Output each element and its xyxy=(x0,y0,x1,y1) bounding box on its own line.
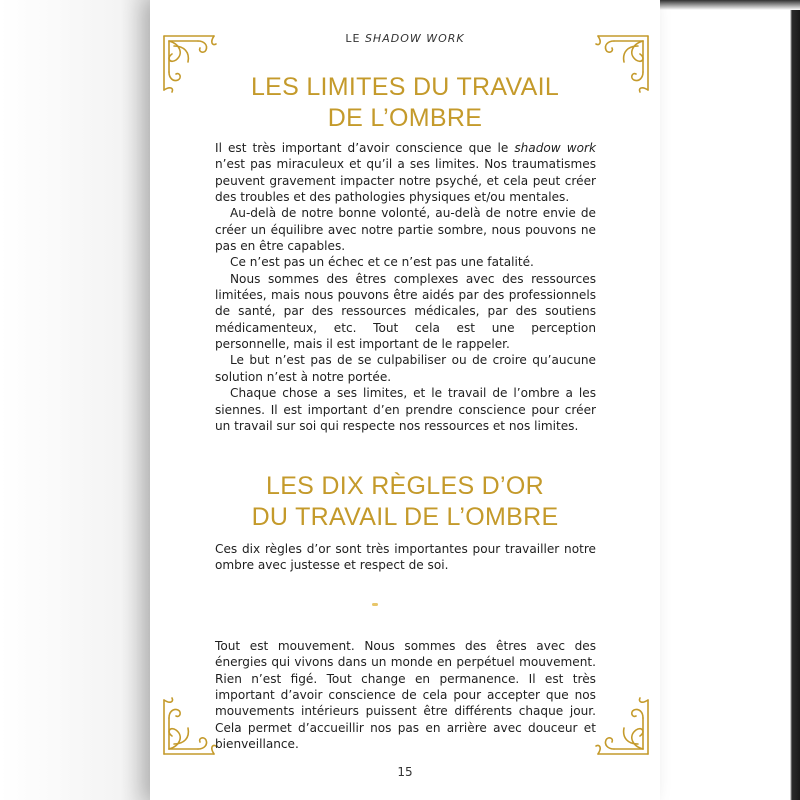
paragraph-text: n’est pas miraculeux et qu’il a ses limites. Nos traumatismes peuvent gravement impacter notre psyché, et cela peut créer des troubles et des pathologies physiques et/ou mentales. xyxy=(215,157,596,205)
paragraph: Nous sommes des êtres complexes avec des ressources limitées, mais nous pouvons être aidés par des professionnels de santé, par des ressources médicales, par des soutiens médicamenteux, etc. Tout cela est une perception personnelle, mais il est important de le rappeler. xyxy=(215,271,596,352)
section-title-line: DE L’OMBRE xyxy=(327,104,483,132)
section-title-limits xyxy=(210,72,600,134)
paragraph: Au-delà de notre bonne volonté, au-delà de notre envie de créer un équilibre avec notre partie sombre, nous pouvons ne pas en être capables. xyxy=(215,206,596,254)
paragraph: Ces dix règles d’or sont très importantes pour travailler notre ombre avec justesse et respect de soi. xyxy=(215,542,596,573)
running-head xyxy=(210,32,600,45)
running-head-title: SHADOW WORK xyxy=(364,32,465,45)
section-body-limits xyxy=(215,140,596,434)
paragraph-italic-term: shadow work xyxy=(514,141,596,155)
paragraph-text: Il est très important d’avoir conscience que le xyxy=(215,141,509,155)
rule-text xyxy=(215,638,596,752)
paragraph: Le but n’est pas de se culpabiliser ou de croire qu’aucune solution n’est à notre portée. xyxy=(215,353,596,384)
section-title-golden-rules xyxy=(210,471,600,533)
decorative-mark xyxy=(372,603,378,606)
section-title-line: DU TRAVAIL DE L’OMBRE xyxy=(251,503,559,531)
book-spine-shadow xyxy=(0,0,175,800)
paragraph: Tout est mouvement. Nous sommes des êtres avec des énergies qui vivons dans un monde en perpétuel mouvement. Rien n’est figé. Tout change en permanence. Il est très important d’avoir conscience de cela pour accepter que nos mouvements intérieurs puissent être différents chaque jour. Cela permet d’accueillir nos pas en arrière avec douceur et bienveillance. xyxy=(215,639,596,752)
section-title-line: LES LIMITES DU TRAVAIL xyxy=(250,73,560,101)
corner-ornament-icon xyxy=(160,696,218,758)
section-title-line: LES DIX RÈGLES D’OR xyxy=(265,472,544,500)
paragraph xyxy=(215,140,596,205)
page-number: 15 xyxy=(397,765,413,779)
paragraph: Ce n’est pas un échec et ce n’est pas une fatalité. xyxy=(230,255,534,270)
corner-ornament-icon xyxy=(594,32,652,94)
book-edge xyxy=(660,0,800,800)
corner-ornament-icon xyxy=(594,696,652,758)
paragraph: Chaque chose a ses limites, et le travail de l’ombre a les siennes. Il est important d’en prendre conscience pour créer un travail sur soi qui respecte nos ressources et nos limites. xyxy=(215,386,596,433)
running-head-prefix: LE xyxy=(345,32,361,45)
section-intro-golden-rules xyxy=(215,541,596,574)
